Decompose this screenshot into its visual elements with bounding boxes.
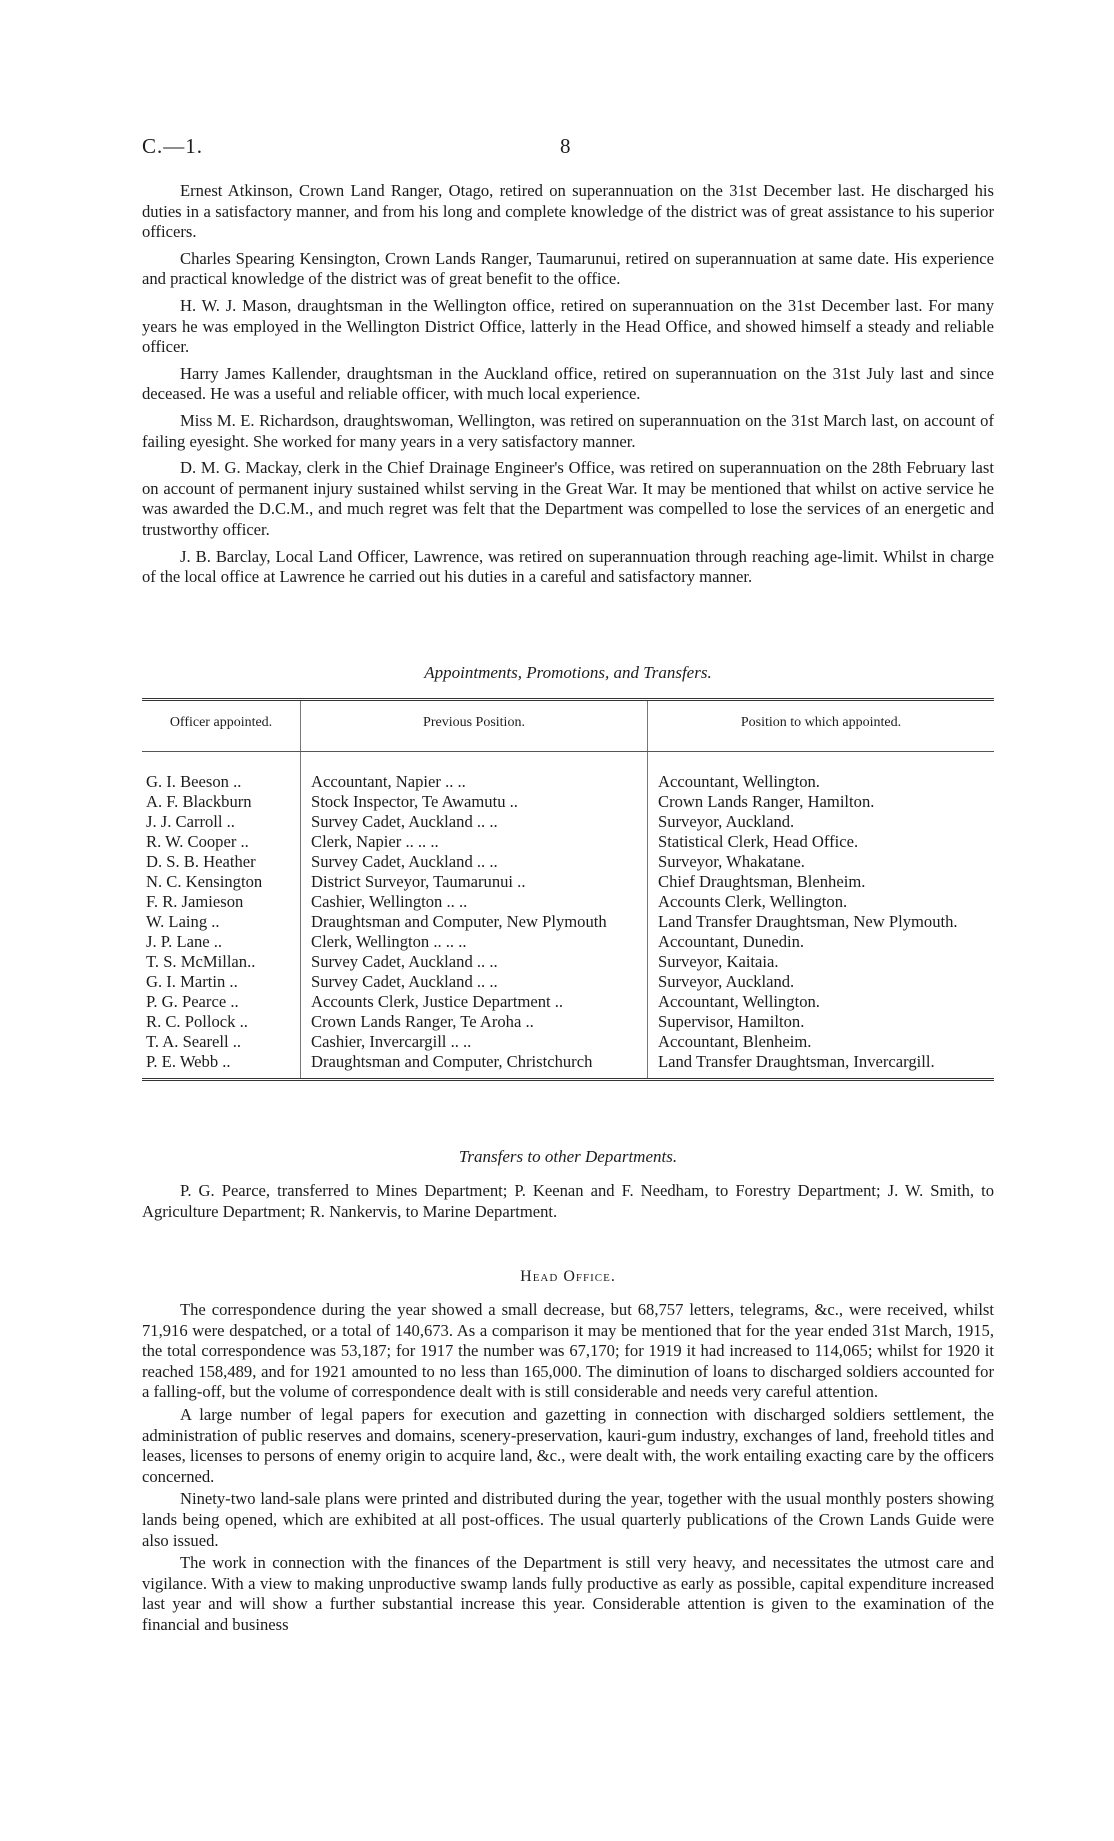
report-code: C.—1. bbox=[142, 134, 204, 158]
appointments-table-wrap bbox=[142, 698, 994, 1081]
paragraph: Ninety-two land-sale plans were printed and distributed during the year, together with the usual monthly posters showing lands being opened, which are exhibited at all post-offices. The usual quarterly publications of the Crown Lands Guide were also issued. bbox=[142, 1489, 994, 1550]
paragraph: Charles Spearing Kensington, Crown Lands Ranger, Taumarunui, retired on superannuation at same date. His experience and practical knowledge of the district was of great benefit to the office. bbox=[142, 248, 994, 289]
new-position-cell: Land Transfer Draughtsman, New Plymouth. bbox=[658, 912, 958, 931]
paragraph: Miss M. E. Richardson, draughtswoman, Wellington, was retired on superannuation on the 31st March last, on account of failing eyesight. She worked for many years in a very satisfactory manner. bbox=[142, 410, 994, 451]
officer-cell: T. A. Searell .. bbox=[146, 1032, 242, 1051]
head-office-section bbox=[142, 1268, 994, 1638]
page-number: 8 bbox=[560, 134, 571, 158]
transfers-caption: Transfers to other Departments. bbox=[458, 1147, 678, 1166]
new-position-cell: Supervisor, Hamilton. bbox=[658, 1012, 805, 1031]
new-position-cell: Surveyor, Kaitaia. bbox=[658, 952, 779, 971]
paragraph: The work in connection with the finances of the Department is still very heavy, and necessitates the utmost care and vigilance. With a view to making unproductive swamp lands fully productive as early as possible, capital expenditure increased last year and will show a further substantial increase this year. Considerable attention is given to the examination of the financial and business bbox=[142, 1553, 994, 1634]
table-row bbox=[142, 1012, 994, 1032]
officer-cell: G. I. Beeson .. bbox=[146, 772, 242, 791]
officer-cell: J. J. Carroll .. bbox=[146, 812, 235, 831]
table-row bbox=[142, 1052, 994, 1080]
previous-position-cell: Survey Cadet, Auckland .. .. bbox=[301, 972, 648, 992]
new-position-cell: Surveyor, Auckland. bbox=[658, 812, 795, 831]
paragraph: Ernest Atkinson, Crown Land Ranger, Otago, retired on superannuation on the 31st December last. He discharged his duties in a satisfactory manner, and from his long and complete knowledge of the district was of great assistance to his superior officers. bbox=[142, 181, 994, 242]
column-header: Position to which appointed. bbox=[648, 700, 995, 752]
previous-position-cell: Clerk, Wellington .. .. .. bbox=[301, 932, 648, 952]
table-row bbox=[142, 752, 994, 793]
table-row bbox=[142, 952, 994, 972]
officer-cell: T. S. McMillan.. bbox=[146, 952, 256, 971]
new-position-cell: Surveyor, Auckland. bbox=[658, 972, 795, 991]
table-row bbox=[142, 792, 994, 812]
section-heading: Head Office. bbox=[520, 1268, 616, 1285]
column-header: Officer appointed. bbox=[142, 700, 301, 752]
paragraph: H. W. J. Mason, draughtsman in the Wellington office, retired on superannuation on the 31st December last. For many years he was employed in the Wellington District Office, latterly in the Head Office, and showed himself a steady and reliable officer. bbox=[142, 295, 994, 357]
new-position-cell: Crown Lands Ranger, Hamilton. bbox=[658, 792, 875, 811]
new-position-cell: Land Transfer Draughtsman, Invercargill. bbox=[648, 1052, 995, 1080]
previous-position-cell: Crown Lands Ranger, Te Aroha .. bbox=[301, 1012, 648, 1032]
previous-position-cell: Cashier, Invercargill .. .. bbox=[301, 1032, 648, 1052]
new-position-cell: Chief Draughtsman, Blenheim. bbox=[658, 872, 866, 891]
table-row bbox=[142, 1032, 994, 1052]
officer-cell: J. P. Lane .. bbox=[146, 932, 223, 951]
table-row bbox=[142, 892, 994, 912]
table-row bbox=[142, 872, 994, 892]
officer-cell: W. Laing .. bbox=[146, 912, 220, 931]
table-row bbox=[142, 852, 994, 872]
table-header-row bbox=[142, 700, 994, 752]
retirements-section bbox=[142, 181, 994, 594]
table-row bbox=[142, 832, 994, 852]
previous-position-cell: Survey Cadet, Auckland .. .. bbox=[301, 812, 648, 832]
new-position-cell: Accounts Clerk, Wellington. bbox=[658, 892, 848, 911]
transfers-section bbox=[142, 1147, 994, 1228]
previous-position-cell: Survey Cadet, Auckland .. .. bbox=[301, 852, 648, 872]
paragraph: Harry James Kallender, draughtsman in the Auckland office, retired on superannuation on the 31st July last and since deceased. He was a useful and reliable officer, with much local experience. bbox=[142, 363, 994, 404]
appointments-table bbox=[142, 698, 994, 1081]
previous-position-cell: Clerk, Napier .. .. .. bbox=[301, 832, 648, 852]
paragraph: J. B. Barclay, Local Land Officer, Lawrence, was retired on superannuation through reaching age-limit. Whilst in charge of the local office at Lawrence he carried out his duties in a careful and satisfactory manner. bbox=[142, 546, 994, 587]
officer-cell: F. R. Jamieson bbox=[146, 892, 244, 911]
officer-cell: D. S. B. Heather bbox=[146, 852, 256, 871]
table-row bbox=[142, 912, 994, 932]
new-position-cell: Accountant, Blenheim. bbox=[658, 1032, 812, 1051]
officer-cell: N. C. Kensington bbox=[146, 872, 263, 891]
appointments-section bbox=[142, 663, 994, 683]
paragraph: A large number of legal papers for execution and gazetting in connection with discharged soldiers settlement, the administration of public reserves and domains, scenery-preservation, kauri-gum industry, exchanges of land, freehold titles and leases, licenses to persons of enemy origin to acquire land, &c., were dealt with, the work entailing exacting care by the officers concerned. bbox=[142, 1404, 994, 1486]
transfers-paragraph: P. G. Pearce, transferred to Mines Department; P. Keenan and F. Needham, to Forestry Department; J. W. Smith, to Agriculture Department; R. Nankervis, to Marine Department. bbox=[142, 1181, 994, 1221]
table-row bbox=[142, 812, 994, 832]
table-row bbox=[142, 972, 994, 992]
officer-cell: P. E. Webb .. bbox=[142, 1052, 301, 1080]
paragraph: D. M. G. Mackay, clerk in the Chief Drainage Engineer's Office, was retired on superannuation on the 28th February last on account of permanent injury sustained whilst serving in the Great War. It may be mentioned that whilst on active service he was awarded the D.C.M., and much regret was felt that the Department was compelled to lose the services of an energetic and trustworthy officer. bbox=[142, 458, 994, 539]
table-row bbox=[142, 992, 994, 1012]
officer-cell: G. I. Martin .. bbox=[146, 972, 238, 991]
officer-cell: A. F. Blackburn bbox=[146, 792, 252, 811]
officer-cell: R. C. Pollock .. bbox=[146, 1012, 248, 1031]
table-caption: Appointments, Promotions, and Transfers. bbox=[424, 663, 712, 682]
table-row bbox=[142, 932, 994, 952]
officer-cell: P. G. Pearce .. bbox=[146, 992, 239, 1011]
new-position-cell: Accountant, Wellington. bbox=[658, 992, 820, 1011]
previous-position-cell: Draughtsman and Computer, Christchurch bbox=[301, 1052, 648, 1080]
previous-position-cell: District Surveyor, Taumarunui .. bbox=[301, 872, 648, 892]
previous-position-cell: Stock Inspector, Te Awamutu .. bbox=[301, 792, 648, 812]
officer-cell: R. W. Cooper .. bbox=[146, 832, 249, 851]
previous-position-cell: Accountant, Napier .. .. bbox=[301, 752, 648, 793]
new-position-cell: Statistical Clerk, Head Office. bbox=[658, 832, 859, 851]
new-position-cell: Surveyor, Whakatane. bbox=[658, 852, 805, 871]
previous-position-cell: Accounts Clerk, Justice Department .. bbox=[301, 992, 648, 1012]
new-position-cell: Accountant, Dunedin. bbox=[658, 932, 805, 951]
previous-position-cell: Cashier, Wellington .. .. bbox=[301, 892, 648, 912]
new-position-cell: Accountant, Wellington. bbox=[658, 772, 820, 791]
previous-position-cell: Survey Cadet, Auckland .. .. bbox=[301, 952, 648, 972]
previous-position-cell: Draughtsman and Computer, New Plymouth bbox=[301, 912, 648, 932]
paragraph: The correspondence during the year showed a small decrease, but 68,757 letters, telegrams, &c., were received, whilst 71,916 were despatched, or a total of 140,673. As a comparison it may be mentioned that for the year ended 31st March, 1915, the total correspondence was 53,187; for 1917 the number was 67,170; for 1919 it had increased to 114,065; whilst for 1920 it reached 158,489, and for 1921 amounted to no less than 165,000. The diminution of loans to discharged soldiers accounted for a falling-off, but the volume of correspondence dealt with is still considerable and needs very careful attention. bbox=[142, 1300, 994, 1402]
column-header: Previous Position. bbox=[301, 700, 648, 752]
